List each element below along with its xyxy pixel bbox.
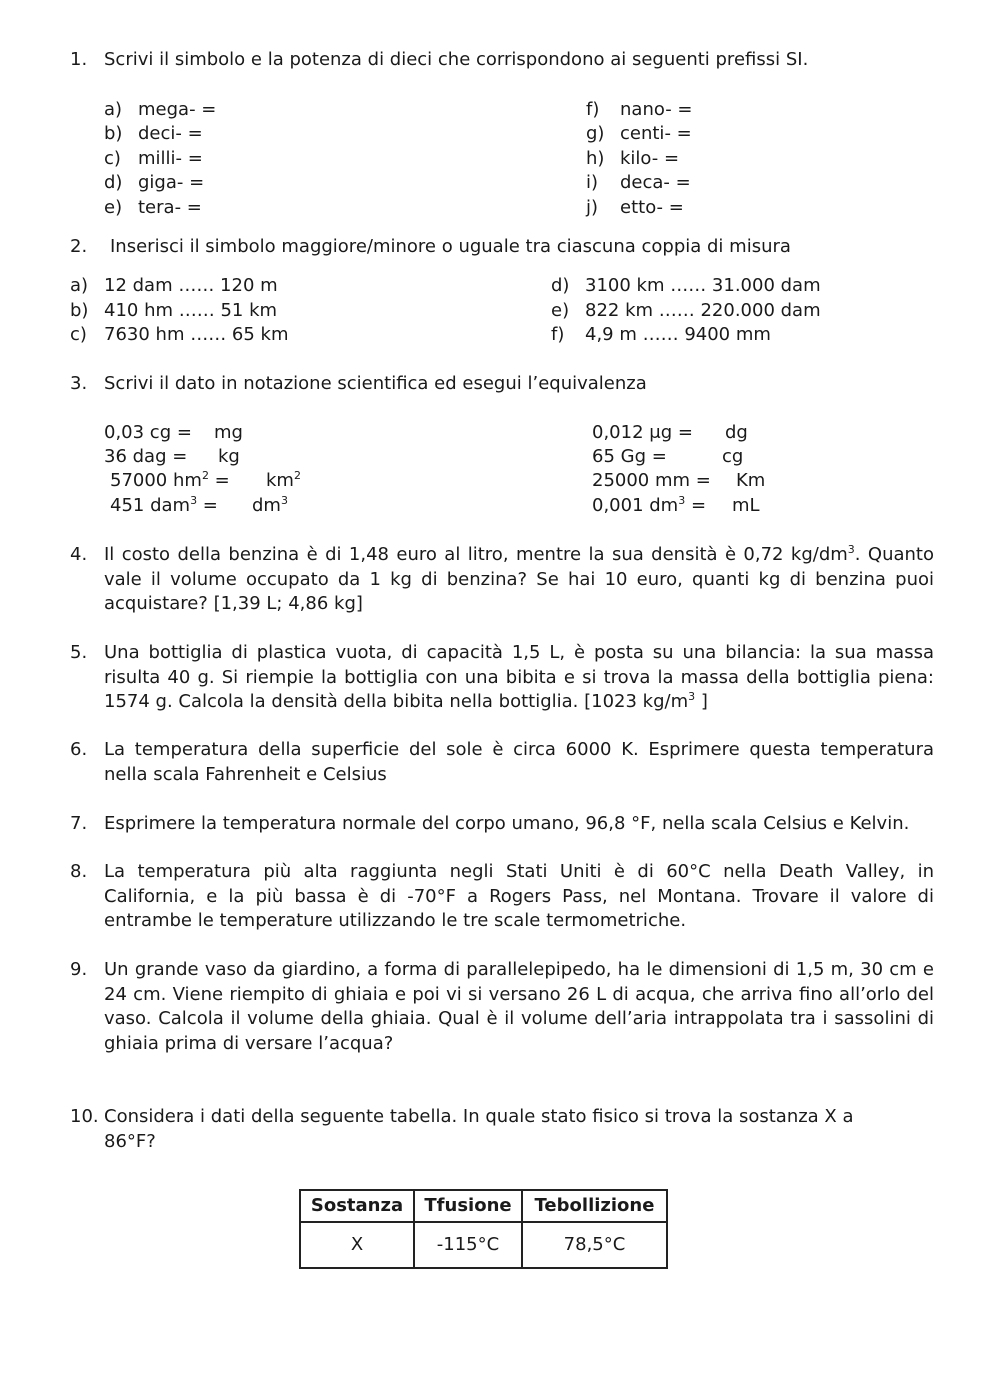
question-number: 9. — [70, 959, 88, 980]
question-3 — [70, 372, 934, 397]
question-8 — [70, 860, 934, 934]
conversion-given: 0,03 cg = — [104, 422, 192, 443]
item-text: 3100 km …… 31.000 dam — [585, 275, 821, 296]
question-text-part: ] — [695, 691, 708, 712]
question-text-part: Il costo della benzina è di 1,48 euro al litro, mentre la sua densità è 0,72 kg/dm — [104, 544, 848, 565]
item-letter: b) — [70, 300, 89, 321]
item-text: deca- = — [620, 172, 691, 193]
question-1 — [70, 48, 934, 73]
item-letter: e) — [104, 197, 123, 218]
target-unit: cg — [722, 446, 744, 467]
superscript: 3 — [847, 543, 855, 556]
target-unit: mg — [214, 422, 243, 443]
conversion-given: 0,001 dm — [592, 495, 679, 516]
question-2 — [70, 235, 934, 260]
question-7 — [70, 812, 934, 837]
item-text: deci- = — [138, 123, 203, 144]
comparison-item — [70, 299, 277, 324]
superscript: 3 — [678, 494, 686, 507]
item-text: tera- = — [138, 197, 202, 218]
conversion-target-unit — [736, 469, 765, 494]
item-letter: g) — [586, 123, 605, 144]
prefix-item — [104, 196, 202, 221]
comparison-item — [551, 274, 821, 299]
question-text: Un grande vaso da giardino, a forma di parallelepipedo, ha le dimensioni di 1,5 m, 30 cm e 24 cm. Viene riempito di ghiaia e poi vi si versano 26 L di acqua, che arriva fino all’orlo del vaso. Calcola il volume della ghiaia. Qual è il volume dell’aria intrappolata tra i sassolini di ghiaia prima di versare l’acqua? — [104, 959, 934, 1054]
question-6 — [70, 738, 934, 787]
question-text — [104, 543, 934, 617]
prefix-item — [586, 171, 691, 196]
question-5 — [70, 641, 934, 715]
item-text: mega- = — [138, 99, 217, 120]
conversion-given: 57000 hm — [110, 470, 202, 491]
item-letter: i) — [586, 172, 599, 193]
table-header: Sostanza — [300, 1190, 414, 1222]
question-number: 2. — [70, 236, 88, 257]
question-text: La temperatura della superficie del sole è circa 6000 K. Esprimere questa temperatura nella scala Fahrenheit e Celsius — [104, 739, 934, 785]
superscript: 2 — [293, 469, 301, 482]
item-text: kilo- = — [620, 148, 680, 169]
item-letter: b) — [104, 123, 123, 144]
item-text: nano- = — [620, 99, 693, 120]
target-unit: km — [266, 470, 294, 491]
prefix-item — [104, 171, 204, 196]
superscript: 3 — [280, 494, 288, 507]
conversion-given: 0,012 μg = — [592, 422, 693, 443]
conversion-item — [110, 469, 230, 494]
target-unit: dm — [252, 495, 281, 516]
item-letter: h) — [586, 148, 605, 169]
question-text — [104, 641, 934, 715]
item-text: milli- = — [138, 148, 203, 169]
conversion-item — [592, 494, 706, 519]
conversion-target-unit — [725, 421, 748, 446]
question-number: 10. — [70, 1106, 99, 1127]
target-unit: mL — [732, 495, 760, 516]
table-cell: -115°C — [414, 1222, 522, 1268]
question-text: Inserisci il simbolo maggiore/minore o uguale tra ciascuna coppia di misura — [110, 236, 791, 257]
target-unit: kg — [218, 446, 240, 467]
item-text: 4,9 m …… 9400 mm — [585, 324, 771, 345]
conversion-target-unit — [266, 469, 301, 494]
superscript: 3 — [688, 690, 696, 703]
conversion-given: 451 dam — [110, 495, 191, 516]
comparison-item — [551, 299, 821, 324]
conversion-given: 65 Gg = — [592, 446, 667, 467]
question-text: Scrivi il simbolo e la potenza di dieci che corrispondono ai seguenti prefissi SI. — [104, 49, 809, 70]
item-letter: e) — [551, 300, 570, 321]
item-letter: c) — [104, 148, 121, 169]
table-header: Tebollizione — [522, 1190, 667, 1222]
conversion-target-unit — [218, 445, 240, 470]
item-letter: a) — [104, 99, 123, 120]
target-unit: dg — [725, 422, 748, 443]
question-9 — [70, 958, 934, 1056]
question-number: 5. — [70, 642, 88, 663]
table-header: Tfusione — [414, 1190, 522, 1222]
item-text: centi- = — [620, 123, 692, 144]
item-letter: c) — [70, 324, 87, 345]
comparison-item — [70, 274, 278, 299]
question-text: La temperatura più alta raggiunta negli Stati Uniti è di 60°C nella Death Valley, in California, e la più bassa è di -70°F a Rogers Pass, nel Montana. Trovare il valore di entrambe le temperature utilizzando le tre scale termometriche. — [104, 861, 934, 931]
question-number: 8. — [70, 861, 88, 882]
prefix-item — [586, 196, 684, 221]
item-text: 822 km …… 220.000 dam — [585, 300, 821, 321]
question-10 — [70, 1105, 934, 1154]
comparison-item — [70, 323, 289, 348]
question-text: Esprimere la temperatura normale del corpo umano, 96,8 °F, nella scala Celsius e Kelvin. — [104, 813, 910, 834]
item-letter: d) — [551, 275, 570, 296]
question-number: 3. — [70, 373, 88, 394]
prefix-item — [104, 98, 216, 123]
question-text: Considera i dati della seguente tabella. In quale stato fisico si trova la sostanza X a 86°F? — [104, 1106, 854, 1152]
conversion-target-unit — [252, 494, 288, 519]
conversion-target-unit — [732, 494, 760, 519]
conversion-equals: = — [685, 495, 707, 516]
item-letter: a) — [70, 275, 89, 296]
target-unit: Km — [736, 470, 766, 491]
table-header-row — [300, 1190, 667, 1222]
question-number: 1. — [70, 49, 88, 70]
conversion-target-unit — [722, 445, 743, 470]
superscript: 3 — [190, 494, 198, 507]
item-letter: f) — [586, 99, 600, 120]
prefix-item — [104, 122, 203, 147]
table-cell: 78,5°C — [522, 1222, 667, 1268]
question-4 — [70, 543, 934, 617]
conversion-item — [110, 494, 218, 519]
question-number: 4. — [70, 544, 88, 565]
conversion-equals: = — [197, 495, 218, 516]
item-text: 410 hm …… 51 km — [104, 300, 278, 321]
question-text-part: Una bottiglia di plastica vuota, di capacità 1,5 L, è posta su una bilancia: la sua massa risulta 40 g. Si riempie la bottiglia con una bibita e si trova la massa della bottiglia piena: 1574 g. Calcola la densità della bibita nella bottiglia. [1023 kg/m — [104, 642, 934, 712]
prefix-item — [586, 122, 692, 147]
question-text-part: . Quanto vale il volume occupato da 1 kg di benzina? Se hai 10 euro, quanti kg di benzina puoi acquistare? [1,39 L; 4,86 kg] — [104, 544, 934, 614]
item-letter: j) — [586, 197, 599, 218]
item-letter: f) — [551, 324, 565, 345]
comparison-item — [551, 323, 771, 348]
conversion-item — [592, 445, 667, 470]
item-text: 12 dam …… 120 m — [104, 275, 278, 296]
conversion-item — [104, 421, 192, 446]
table-cell: X — [300, 1222, 414, 1268]
conversion-item — [104, 445, 187, 470]
prefix-item — [104, 147, 203, 172]
prefix-item — [586, 98, 693, 123]
prefix-item — [586, 147, 679, 172]
item-letter: d) — [104, 172, 123, 193]
conversion-item — [592, 421, 693, 446]
question-text: Scrivi il dato in notazione scientifica ed esegui l’equivalenza — [104, 373, 647, 394]
conversion-given: 25000 mm = — [592, 470, 711, 491]
conversion-given: 36 dag = — [104, 446, 188, 467]
question-number: 6. — [70, 739, 88, 760]
conversion-equals: = — [208, 470, 230, 491]
question-number: 7. — [70, 813, 88, 834]
conversion-item — [592, 469, 711, 494]
item-text: giga- = — [138, 172, 205, 193]
table-row — [300, 1222, 667, 1268]
superscript: 2 — [201, 469, 209, 482]
conversion-target-unit — [214, 421, 243, 446]
item-text: etto- = — [620, 197, 684, 218]
item-text: 7630 hm …… 65 km — [104, 324, 289, 345]
substance-table — [299, 1189, 668, 1269]
